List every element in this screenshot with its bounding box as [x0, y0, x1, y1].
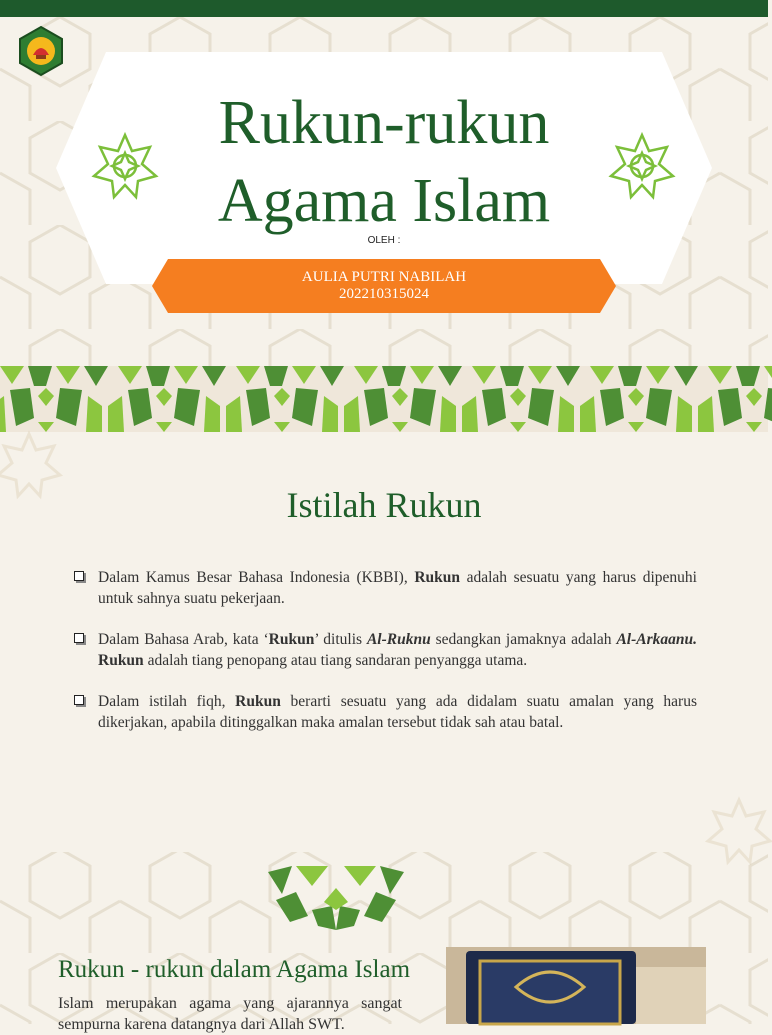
author-info: [152, 269, 616, 303]
quran-book-image: [446, 947, 706, 1024]
pillars-paragraph: Islam merupakan agama yang ajarannya sangat sempurna karena datangnya dari Allah SWT.: [58, 995, 402, 1033]
bullet-item-1: Dalam Kamus Besar Bahasa Indonesia (KBBI), Rukun adalah sesuatu yang harus dipenuhi untuk sahnya suatu pekerjaan.: [72, 567, 697, 609]
bullet-item-3: Dalam istilah fiqh, Rukun berarti sesuatu yang ada didalam suatu amalan yang harus dikerjakan, apabila ditinggalkan maka amalan tersebut tidak sah atau batal.: [72, 691, 697, 733]
top-bar: [0, 0, 768, 17]
section-heading: Istilah Rukun: [286, 485, 482, 525]
checkbox-bullet-icon: [74, 695, 84, 705]
faded-star-ornament-icon: [0, 432, 62, 498]
arch-ornament: [268, 866, 404, 930]
page-title: [0, 84, 768, 240]
checkbox-bullet-icon: [74, 633, 84, 643]
bullet-item-2: Dalam Bahasa Arab, kata ‘Rukun’ ditulis Al-Ruknu sedangkan jamaknya adalah Al-Arkaanu. Rukun adalah tiang penopang atau tiang sandaran penyangga utama.: [72, 629, 697, 671]
title-line-2: Agama Islam: [217, 167, 551, 235]
author-id: 202210315024: [339, 286, 429, 302]
checkbox-bullet-icon: [74, 571, 84, 581]
ornament-border: [0, 366, 768, 432]
term-bullet-list: [72, 567, 697, 753]
pillars-heading: Rukun - rukun dalam Agama Islam: [58, 956, 411, 983]
author-name: AULIA PUTRI NABILAH: [301, 269, 467, 285]
by-label: OLEH :: [367, 235, 401, 246]
faded-star-ornament-icon: [706, 798, 772, 864]
title-line-1: Rukun-rukun: [218, 89, 550, 157]
